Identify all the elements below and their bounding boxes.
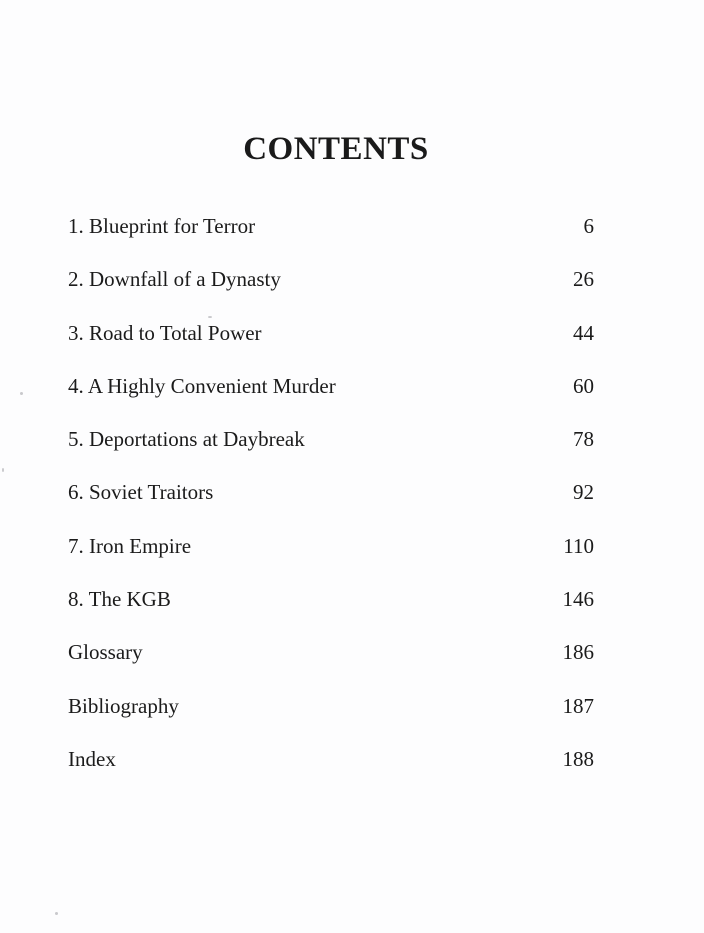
toc-entry xyxy=(68,369,596,422)
toc-entry-title: 5. Deportations at Daybreak xyxy=(68,427,305,452)
toc-entry-title: 4. A Highly Convenient Murder xyxy=(68,373,336,398)
toc-entry-page-number: 188 xyxy=(562,746,594,771)
toc-entry-page-number: 146 xyxy=(562,587,594,612)
toc-entry xyxy=(68,209,596,262)
toc-entry-title: 2. Downfall of a Dynasty xyxy=(68,267,281,292)
toc-entry-title: Bibliography xyxy=(68,693,179,718)
toc-entry xyxy=(68,529,596,582)
toc-entry xyxy=(68,262,596,315)
toc-entry xyxy=(68,422,596,475)
toc-entry-page-number: 26 xyxy=(573,267,594,292)
toc-entry xyxy=(68,742,596,795)
toc-entry xyxy=(68,316,596,369)
scan-speck xyxy=(208,316,212,318)
toc-entry xyxy=(68,689,596,742)
scan-speck xyxy=(2,468,4,472)
toc-entry-page-number: 78 xyxy=(573,427,594,452)
toc-entry-title: Index xyxy=(68,746,116,771)
toc-entry-page-number: 92 xyxy=(573,480,594,505)
toc-entry xyxy=(68,582,596,635)
toc-entry-page-number: 6 xyxy=(583,214,594,238)
toc-entry-title: 7. Iron Empire xyxy=(68,533,192,558)
scan-speck xyxy=(55,912,58,915)
toc-entry-page-number: 186 xyxy=(562,640,594,665)
toc-entry-title: 6. Soviet Traitors xyxy=(68,480,214,505)
toc-entry-page-number: 44 xyxy=(573,320,594,345)
toc-entry-title: 3. Road to Total Power xyxy=(68,320,262,345)
toc-entry xyxy=(68,635,596,688)
toc-entry-page-number: 187 xyxy=(562,693,594,718)
toc-entry-title: Glossary xyxy=(68,640,143,665)
toc-entry-page-number: 110 xyxy=(563,533,594,558)
page-title: CONTENTS xyxy=(243,131,429,168)
toc-entry-title: 8. The KGB xyxy=(68,587,171,612)
table-of-contents xyxy=(68,209,596,795)
toc-entry-title: 1. Blueprint for Terror xyxy=(68,214,256,238)
toc-entry xyxy=(68,475,596,528)
scan-speck xyxy=(20,392,23,395)
toc-entry-page-number: 60 xyxy=(573,373,594,398)
